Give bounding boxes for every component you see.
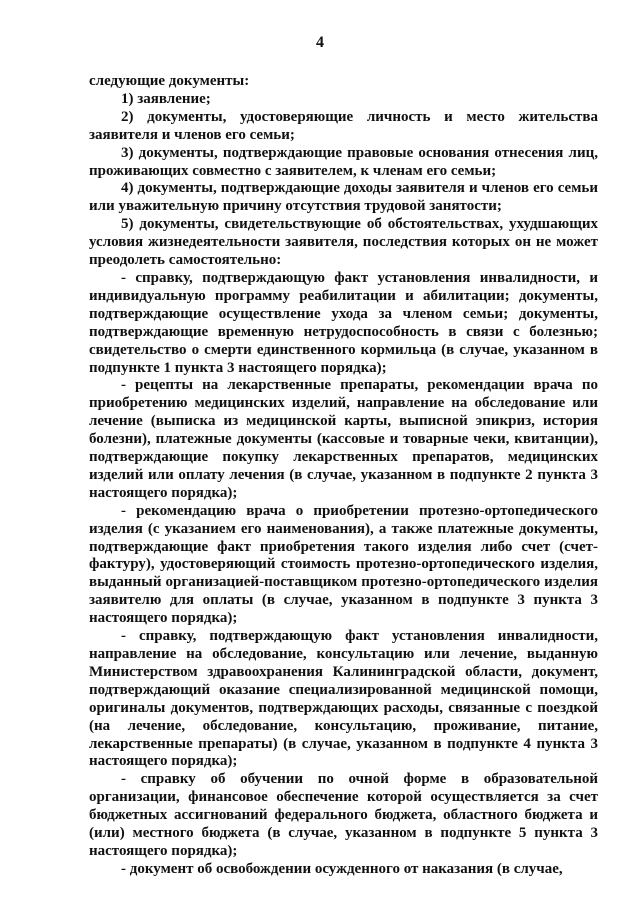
bullet-disability-referral: - справку, подтверждающую факт установления инвалидности, направление на обследование, консультацию или лечение, выданную Министерством здравоохранения Калининградской области, документ, подтверждающий оказание специализированной медицинской помощи, оригиналы документов, подтверждающих расходы, связанные с поездкой (на лечение, обследование, консультацию, проживание, питание, лекарственные препараты) (в случае, указанном в подпункте 4 пункта 3 настоящего порядка);	[89, 628, 598, 770]
bullet-release-document: - документ об освобождении осужденного от наказания (в случае,	[121, 860, 563, 877]
list-item-2: 2) документы, удостоверяющие личность и место жительства заявителя и членов его семьи;	[89, 108, 598, 143]
paragraph-intro: следующие документы:	[89, 73, 250, 89]
list-item-5: 5) документы, свидетельствующие об обстоятельствах, ухудшающих условия жизнедеятельности заявителя, последствия которых он не может преодолеть самостоятельно:	[89, 216, 598, 269]
bullet-education-certificate: - справку об обучении по очной форме в образовательной организации, финансовое обеспечение которой осуществляется за счет бюджетных ассигнований федерального бюджета, областного бюджета и (или) местного бюджета (в случае, указанном в подпункте 5 пункта 3 настоящего порядка);	[89, 771, 598, 859]
list-item-1: 1) заявление;	[121, 90, 211, 107]
bullet-prosthetic-recommendation: - рекомендацию врача о приобретении протезно-ортопедического изделия (с указанием его наименования), а также платежные документы, подтверждающие факт приобретения такого изделия либо счет (счет-фактуру), удостоверяющий стоимость протезно-ортопедического изделия, выданный организацией-поставщиком протезно-ортопедического изделия заявителю для оплаты (в случае, указанном в подпункте 3 пункта 3 настоящего порядка);	[89, 502, 598, 627]
list-item-3: 3) документы, подтверждающие правовые основания отнесения лиц, проживающих совместно с заявителем, к членам его семьи;	[89, 144, 598, 179]
bullet-prescriptions: - рецепты на лекарственные препараты, рекомендации врача по приобретению медицинских изделий, направление на обследование или лечение (выписка из медицинской карты, выписной эпикриз, история болезни), платежные документы (кассовые и товарные чеки, квитанции), подтверждающие покупку лекарственных препаратов, медицинских изделий или оплату лечения (в случае, указанном в подпункте 2 пункта 3 настоящего порядка);	[89, 377, 598, 501]
page-number: 4	[316, 34, 324, 51]
bullet-disability-certificate: - справку, подтверждающую факт установления инвалидности, и индивидуальную программу реабилитации и абилитации; документы, подтверждающие осуществление ухода за членом семьи; документы, подтверждающие временную нетрудоспособность в связи с болезнью; свидетельство о смерти единственного кормильца (в случае, указанном в подпункте 1 пункта 3 настоящего порядка);	[89, 269, 598, 376]
document-body	[89, 73, 598, 879]
list-item-4: 4) документы, подтверждающие доходы заявителя и членов его семьи или уважительную причину отсутствия трудовой занятости;	[89, 180, 598, 215]
